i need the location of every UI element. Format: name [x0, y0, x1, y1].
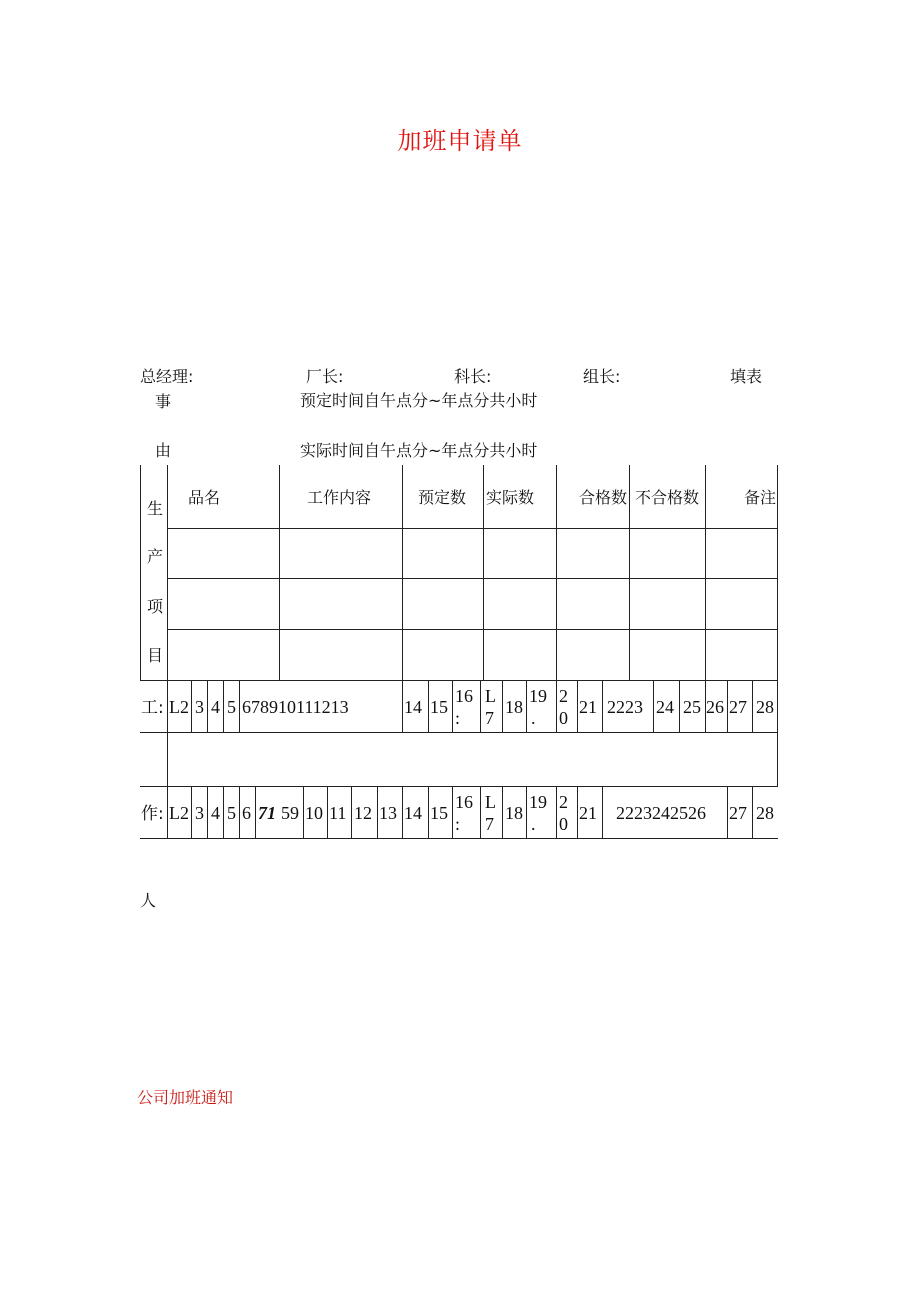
hour-cell: 2223	[607, 697, 643, 717]
hours-grid-line	[602, 787, 603, 838]
factory-director-label: 厂长:	[306, 367, 344, 386]
side-label-char: 项	[147, 597, 164, 616]
side-label-char: 产	[147, 547, 164, 566]
hour-cell: 25	[683, 697, 701, 717]
hours-grid-line	[577, 787, 578, 838]
hour-cell: 5	[227, 803, 236, 823]
hour-cell: 27	[729, 697, 747, 717]
hour-cell: L2	[169, 697, 189, 717]
hours-grid-line	[191, 681, 192, 732]
hours-grid-line	[351, 787, 352, 838]
hour-cell: 19	[529, 792, 547, 812]
header-failed-qty: 不合格数	[635, 488, 700, 507]
side-label-char: 目	[147, 646, 164, 665]
hour-cell: 10	[305, 803, 323, 823]
hour-cell: .	[531, 814, 536, 834]
hour-cell: 7	[485, 814, 494, 834]
header-remarks: 备注	[744, 488, 777, 507]
header-actual-qty: 实际数	[486, 488, 535, 507]
hour-cell: 16	[455, 792, 473, 812]
hours-grid-line	[255, 787, 256, 838]
row-label-gong: 工:	[141, 698, 164, 718]
header-product-name: 品名	[188, 488, 221, 507]
hour-cell: 28	[756, 697, 774, 717]
hour-cell: L	[485, 686, 496, 706]
hours-grid-line	[207, 787, 208, 838]
hours-grid-line	[140, 732, 778, 733]
hours-grid-line	[556, 681, 557, 732]
form-filler-label: 填表	[730, 367, 763, 386]
hour-cell: 12	[354, 803, 372, 823]
hours-grid-line	[428, 787, 429, 838]
hour-cell: 71	[258, 803, 276, 823]
hour-cell: 27	[729, 803, 747, 823]
hour-cell: 13	[379, 803, 397, 823]
row-label-zuo: 作:	[141, 804, 164, 824]
hour-cell: 26	[706, 697, 724, 717]
hours-grid-line	[223, 787, 224, 838]
general-manager-label: 总经理:	[140, 367, 194, 386]
table-grid-line	[629, 465, 630, 681]
table-border	[140, 465, 141, 681]
hours-grid-line	[480, 787, 481, 838]
hour-cell: 11	[329, 803, 347, 823]
document-title: 加班申请单	[397, 127, 523, 155]
header-passed-qty: 合格数	[579, 488, 628, 507]
hour-cell: 18	[505, 803, 523, 823]
hour-cell: .	[531, 708, 536, 728]
hour-cell: 4	[211, 697, 220, 717]
hours-grid-line	[556, 787, 557, 838]
hours-grid-line	[207, 681, 208, 732]
hour-cell: 19	[529, 686, 547, 706]
table-grid-line	[483, 465, 484, 681]
hour-cell: 15	[430, 697, 448, 717]
group-leader-label: 组长:	[583, 367, 621, 386]
hours-grid-line	[191, 787, 192, 838]
hours-grid-line	[502, 787, 503, 838]
hour-cell: 3	[195, 697, 204, 717]
hour-cell: :	[455, 814, 461, 834]
hours-grid-line	[752, 787, 753, 838]
hour-cell: 2223242526	[616, 803, 706, 823]
hours-grid-line	[377, 787, 378, 838]
hours-grid-line	[602, 681, 603, 732]
hour-cell: 15	[430, 803, 448, 823]
hours-grid-line	[327, 787, 328, 838]
hours-grid-line	[777, 681, 778, 787]
hours-grid-line	[752, 681, 753, 732]
hours-grid-line	[679, 681, 680, 732]
hour-cell: 5	[227, 697, 236, 717]
hour-cell: 0	[559, 708, 568, 728]
hours-grid-line	[223, 681, 224, 732]
hour-cell: 16	[455, 686, 473, 706]
actual-time-text: 实际时间自午点分~年点分共小时	[300, 441, 538, 460]
hour-cell: 21	[579, 697, 597, 717]
table-grid-line	[402, 465, 403, 681]
hour-cell: :	[455, 708, 461, 728]
hours-grid-line	[239, 681, 240, 732]
hours-grid-line	[239, 787, 240, 838]
hours-grid-line	[577, 681, 578, 732]
hour-cell: 678910111213	[242, 697, 349, 717]
reason-char-shi: 事	[155, 392, 172, 411]
person-label: 人	[140, 891, 157, 910]
hour-cell: 18	[505, 697, 523, 717]
header-planned-qty: 预定数	[418, 488, 467, 507]
hours-grid-line	[727, 681, 728, 732]
hours-grid-line	[727, 787, 728, 838]
footer-link-text: 公司加班通知	[137, 1088, 234, 1107]
hours-grid-line	[653, 681, 654, 732]
hour-cell: 14	[404, 803, 422, 823]
side-label-char: 生	[147, 499, 164, 518]
hour-cell: 24	[656, 697, 674, 717]
table-grid-line	[167, 528, 778, 529]
header-work-content: 工作内容	[307, 488, 372, 507]
hour-cell: 0	[559, 814, 568, 834]
hours-grid-line	[402, 681, 403, 732]
hour-cell: 2	[559, 686, 568, 706]
hours-grid-line	[402, 787, 403, 838]
reason-char-you: 由	[155, 441, 172, 460]
hours-grid-line	[303, 787, 304, 838]
hour-cell: 2	[559, 792, 568, 812]
hour-cell: 6	[242, 803, 251, 823]
hours-grid-line	[140, 838, 778, 839]
hour-cell: 28	[756, 803, 774, 823]
hour-cell: 7	[485, 708, 494, 728]
hours-grid-line	[526, 681, 527, 732]
hours-grid-line	[167, 681, 168, 839]
hour-cell: L	[485, 792, 496, 812]
table-grid-line	[167, 578, 778, 579]
table-grid-line	[167, 465, 168, 681]
hour-cell: 4	[211, 803, 220, 823]
hours-grid-line	[502, 681, 503, 732]
hour-cell: 14	[404, 697, 422, 717]
hours-grid-line	[526, 787, 527, 838]
table-grid-line	[140, 680, 778, 681]
section-chief-label: 科长:	[454, 367, 492, 386]
hours-grid-line	[452, 681, 453, 732]
hours-grid-line	[140, 786, 778, 787]
hour-cell: 3	[195, 803, 204, 823]
table-grid-line	[279, 465, 280, 681]
table-border	[777, 465, 778, 681]
hours-grid-line	[428, 681, 429, 732]
table-grid-line	[167, 629, 778, 630]
table-grid-line	[556, 465, 557, 681]
hours-grid-line	[452, 787, 453, 838]
hour-cell: L2	[169, 803, 189, 823]
table-grid-line	[705, 465, 706, 681]
hours-grid-line	[480, 681, 481, 732]
hour-cell: 21	[579, 803, 597, 823]
planned-time-text: 预定时间自午点分~年点分共小时	[300, 391, 538, 410]
hour-cell: 59	[281, 803, 299, 823]
